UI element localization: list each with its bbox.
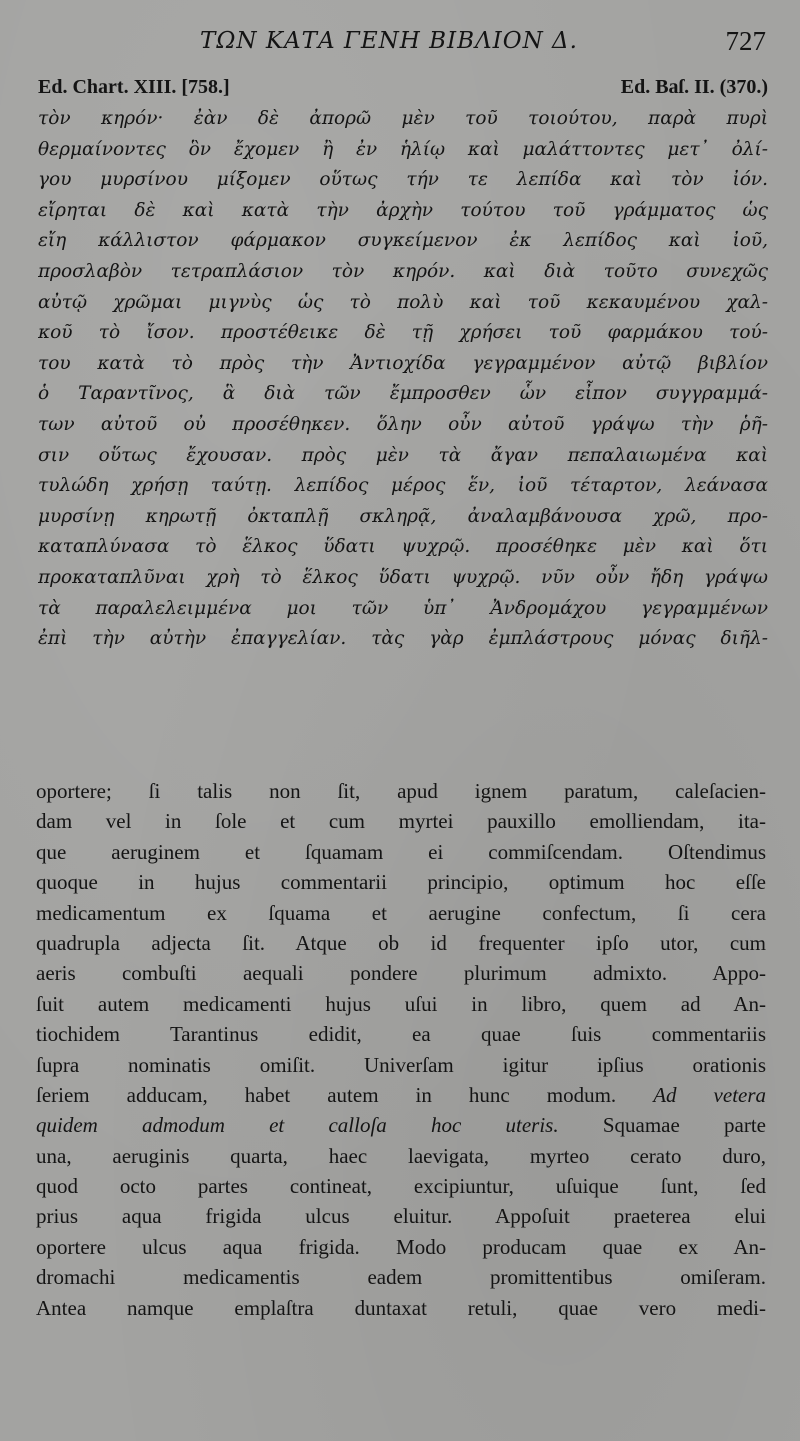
greek-text-line: τὰ παραλελειμμένα μοι τῶν ὑπ᾽ Ἀνδρομάχου γεγραμμένων <box>38 597 768 619</box>
latin-roman-segment: Squamae parte <box>602 1113 766 1138</box>
latin-roman-segment: prius aqua frigida ulcus eluitur. Appoſuit praeterea elui <box>36 1204 766 1229</box>
latin-text-line <box>36 1293 766 1323</box>
latin-italic-segment: Ad vetera <box>653 1082 766 1107</box>
latin-roman-segment: oportere; ſi talis non ſit, apud ignem paratum, caleſacien- <box>36 779 766 803</box>
latin-text-line <box>36 1232 766 1262</box>
latin-text-line <box>36 837 766 867</box>
latin-roman-segment: medicamentum ex ſquama et aerugine confectum, ſi cera <box>36 900 766 925</box>
latin-text-line <box>36 776 766 806</box>
latin-roman-segment: dam vel in ſole et cum myrtei pauxillo emolliendam, ita- <box>36 809 766 834</box>
latin-text-line <box>36 806 766 836</box>
edition-basel: Ed. Baſ. II. (370.) <box>620 76 768 98</box>
latin-text-line <box>36 958 766 988</box>
latin-roman-segment: ſupra nominatis omiſit. Univerſam igitur ipſius orationis <box>36 1052 766 1077</box>
latin-roman-segment: quadrupla adjecta ſit. Atque ob id frequenter ipſo utor, cum <box>36 930 766 955</box>
latin-roman-segment: ſeriem adducam, habet autem in hunc modum. <box>36 1082 617 1107</box>
greek-text-line: κοῦ τὸ ἴσον. προστέθεικε δὲ τῇ χρήσει τοῦ φαρμάκου τού- <box>38 322 768 344</box>
latin-roman-segment: tiochidem Tarantinus edidit, ea quae ſuis commentariis <box>36 1022 766 1047</box>
latin-text-line <box>36 1110 766 1140</box>
latin-italic-segment: quidem admodum et calloſa hoc uteris. <box>36 1113 559 1138</box>
latin-text-line <box>36 989 766 1019</box>
greek-text-line: τυλώδη χρήσῃ ταύτῃ. λεπίδος μέρος ἕν, ἰοῦ τέταρτον, λεάνασα <box>38 475 768 497</box>
edition-chartier: Ed. Chart. XIII. [758.] <box>38 76 230 98</box>
greek-text-line: εἴρηται δὲ καὶ κατὰ τὴν ἀρχὴν τούτου τοῦ γράμματος ὡς <box>38 199 768 221</box>
greek-text-line: εἴη κάλλιστον φάρμακον συγκείμενον ἐκ λεπίδος καὶ ἰοῦ, <box>38 230 768 252</box>
latin-roman-segment: ſuit autem medicamenti hujus uſui in libro, quem ad An- <box>36 991 766 1016</box>
latin-roman-segment: dromachi medicamentis eadem promittentibus omiſeram. <box>36 1265 766 1290</box>
latin-roman-segment: que aeruginem et ſquamam ei commiſcendam. Oſtendimus <box>36 839 766 864</box>
greek-text-line: του κατὰ τὸ πρὸς τὴν Ἀντιοχίδα γεγραμμένον αὐτῷ βιβλίον <box>38 352 768 374</box>
latin-roman-segment: quoque in hujus commentarii principio, optimum hoc eſſe <box>36 870 766 895</box>
edition-line <box>38 76 768 104</box>
latin-text-line <box>36 1262 766 1292</box>
latin-text-line <box>36 1201 766 1231</box>
latin-text-line <box>36 867 766 897</box>
latin-text-line <box>36 1019 766 1049</box>
greek-text-line: καταπλύνασα τὸ ἕλκος ὕδατι ψυχρῷ. προσέθηκε μὲν καὶ ὅτι <box>38 536 768 558</box>
greek-text-line: γου μυρσίνου μίξομεν οὕτως τήν τε λεπίδα καὶ τὸν ἰόν. <box>38 169 768 191</box>
greek-text-line: θερμαίνοντες ὃν ἔχομεν ἢ ἐν ἡλίῳ καὶ μαλάττοντες μετ᾽ ὀλί- <box>38 138 768 160</box>
latin-text-line <box>36 928 766 958</box>
latin-roman-segment: Antea namque emplaſtra duntaxat retuli, quae vero medi- <box>36 1295 766 1320</box>
latin-roman-segment: oportere ulcus aqua frigida. Modo producam quae ex An- <box>36 1234 766 1259</box>
latin-text-line <box>36 1141 766 1171</box>
greek-text-line: προσλαβὸν τετραπλάσιον τὸν κηρόν. καὶ διὰ τοῦτο συνεχῶς <box>38 260 768 282</box>
latin-roman-segment: aeris combuſti aequali pondere plurimum admixto. Appo- <box>36 961 766 986</box>
latin-text <box>36 776 766 1323</box>
latin-roman-segment: una, aeruginis quarta, haec laevigata, myrteo cerato duro, <box>36 1143 766 1168</box>
greek-text-line: τὸν κηρόν· ἐὰν δὲ ἀπορῶ μὲν τοῦ τοιούτου, παρὰ πυρὶ <box>38 108 768 129</box>
latin-text-line <box>36 1050 766 1080</box>
greek-text-line: ὁ Ταραντῖνος, ἃ διὰ τῶν ἔμπροσθεν ὧν εἶπον συγγραμμά- <box>38 383 768 405</box>
running-head <box>0 28 800 58</box>
latin-text-line <box>36 1171 766 1201</box>
greek-text <box>38 104 768 655</box>
greek-text-line: ἐπὶ τὴν αὐτὴν ἐπαγγελίαν. τὰς γὰρ ἐμπλάστρους μόνας διῆλ- <box>38 628 768 650</box>
greek-text-line: αὐτῷ χρῶμαι μιγνὺς ὡς τὸ πολὺ καὶ τοῦ κεκαυμένου χαλ- <box>38 291 768 313</box>
greek-text-line: μυρσίνῃ κηρωτῇ ὀκταπλῇ σκληρᾷ, ἀναλαμβάνουσα χρῶ, προ- <box>38 505 768 527</box>
latin-text-line <box>36 1080 766 1110</box>
greek-text-line: προκαταπλῦναι χρὴ τὸ ἕλκος ὕδατι ψυχρῷ. νῦν οὖν ἤδη γράψω <box>38 566 768 588</box>
running-title: ΤΩΝ ΚΑΤΑ ΓΕΝΗ ΒΙΒΛΙΟΝ Δ. <box>200 28 578 54</box>
latin-text-line <box>36 898 766 928</box>
page-number: 727 <box>725 26 766 56</box>
latin-roman-segment: quod octo partes contineat, excipiuntur, uſuique ſunt, ſed <box>36 1174 766 1199</box>
greek-text-line: σιν οὕτως ἔχουσαν. πρὸς μὲν τὰ ἄγαν πεπαλαιωμένα καὶ <box>38 444 768 466</box>
greek-text-line: των αὐτοῦ οὐ προσέθηκεν. ὅλην οὖν αὐτοῦ γράψω τὴν ῥῆ- <box>38 413 768 435</box>
